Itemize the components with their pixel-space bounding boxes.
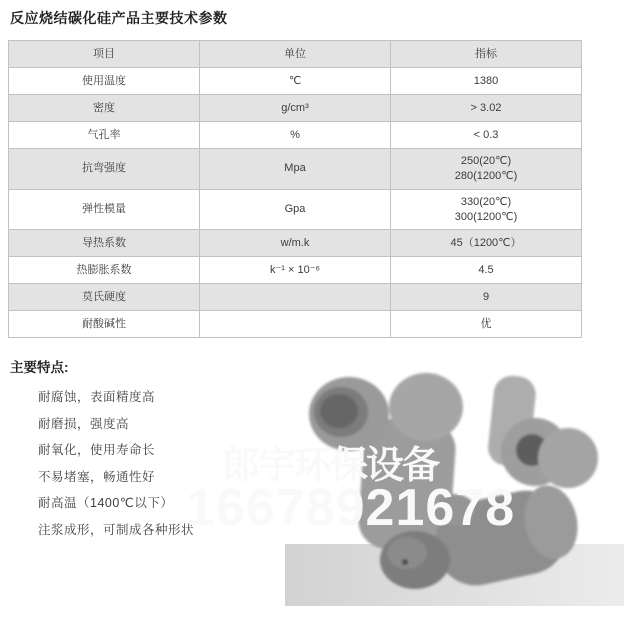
cell-value-line1: 330(20℃) [460,195,512,208]
cell-item: 热膨胀系数 [9,257,200,284]
cell-value-line1: 250(20℃) [460,155,512,167]
table-header-row [9,41,582,68]
spec-table [8,40,582,338]
cell-unit: k⁻¹ × 10⁻⁶ [200,257,391,284]
cell-value: 优 [391,311,582,338]
cell-item: 密度 [9,95,200,122]
features-list [38,384,194,543]
cell-item: 导热系数 [9,230,200,257]
cell-item: 耐酸碱性 [9,311,200,338]
cell-value: 9 [391,284,582,311]
cell-unit: ℃ [200,68,391,95]
page-title: 反应烧结碳化硅产品主要技术参数 [10,10,228,26]
table-row [9,68,582,95]
cell-unit: % [200,122,391,149]
cell-value: 4.5 [391,257,582,284]
table-row [9,284,582,311]
cell-item: 莫氏硬度 [9,284,200,311]
col-header-item: 项目 [9,41,200,68]
cell-unit [200,284,391,311]
cell-unit [200,311,391,338]
cell-value [391,149,582,190]
feature-item: 注浆成形，可制成各种形状 [38,522,195,537]
table-row [9,257,582,284]
col-header-value: 指标 [391,41,582,68]
cell-value: 1380 [391,68,582,95]
table-row [9,189,582,230]
cell-unit: Mpa [200,149,391,190]
cell-item: 抗弯强度 [9,149,200,190]
cell-value [391,189,582,230]
cell-value: 45（1200℃） [391,230,582,257]
cell-item: 气孔率 [9,122,200,149]
features-heading: 主要特点: [10,360,69,375]
table-row [9,149,582,190]
watermark-phone-text: 16678921678 [186,479,516,537]
cell-value-line2: 300(1200℃) [454,210,518,223]
cell-value: > 3.02 [391,95,582,122]
cell-value-line2: 280(1200℃) [454,169,518,182]
table-row [9,95,582,122]
watermark-company-text: 郎宇环保设备 [222,445,439,487]
cell-unit: Gpa [200,189,391,230]
cell-unit: w/m.k [200,230,391,257]
feature-item: 不易堵塞，畅通性好 [38,469,156,484]
table-row [9,122,582,149]
col-header-unit: 单位 [200,41,391,68]
table-row [9,311,582,338]
cell-item: 使用温度 [9,68,200,95]
feature-item: 耐氧化，使用寿命长 [38,443,156,457]
cell-item: 弹性模量 [9,189,200,230]
feature-item: 耐腐蚀，表面精度高 [38,390,156,404]
feature-item: 耐高温（1400℃以下） [38,496,174,510]
cell-value: < 0.3 [391,122,582,149]
cell-unit: g/cm³ [200,95,391,122]
table-row [9,230,582,257]
feature-item: 耐磨损，强度高 [38,416,130,431]
